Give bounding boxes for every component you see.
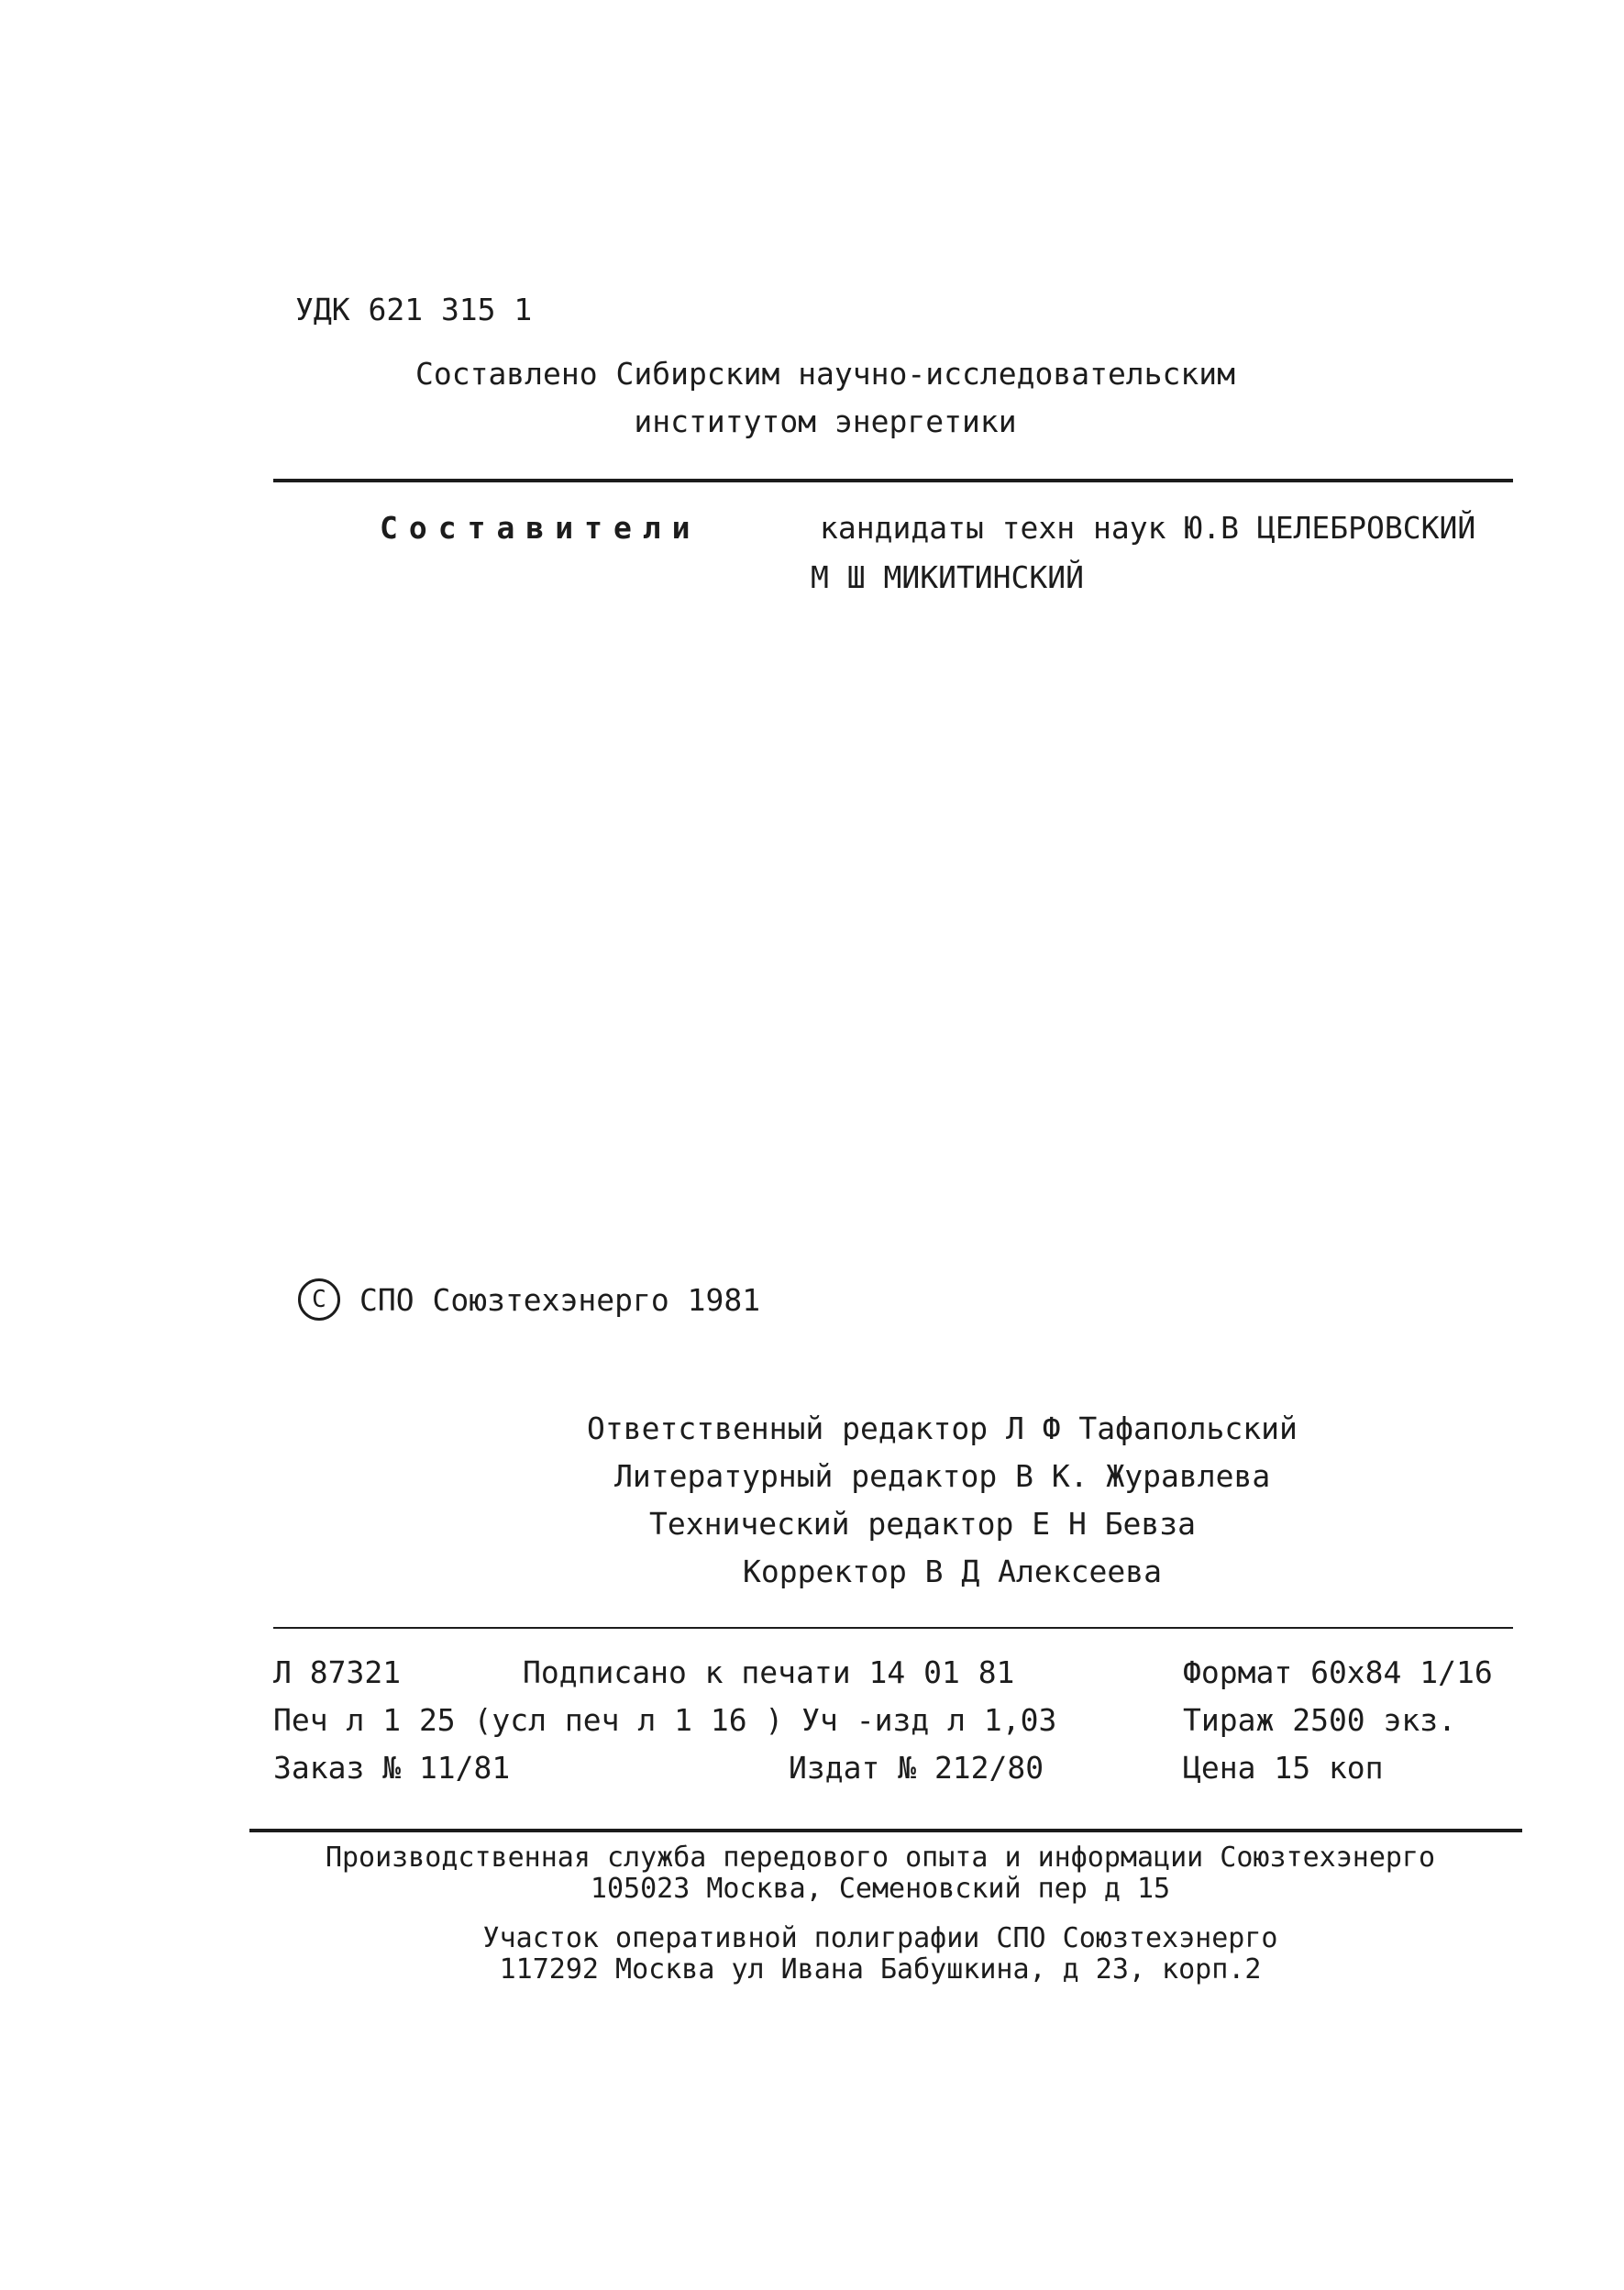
editor-technical: Технический редактор Е Н Бевза — [649, 1506, 1197, 1542]
udk-code: УДК 621 315 1 — [295, 292, 533, 327]
compilers-line1: кандидаты техн наук Ю.В ЦЕЛЕБРОВСКИЙ — [820, 510, 1476, 546]
compilers-label: Составители — [380, 510, 702, 546]
imprint-price: Цена 15 коп — [1183, 1750, 1384, 1786]
copyright-text: СПО Союзтехэнерго 1981 — [359, 1282, 761, 1318]
publisher-line4: 117292 Москва ул Ивана Бабушкина, д 23, корп.2 — [499, 1953, 1262, 1986]
compiled-by-line1: Составлено Сибирским научно-исследовательским — [414, 356, 1236, 392]
imprint-sheets: Печ л 1 25 (усл печ л 1 16 ) Уч -изд л 1,03 — [273, 1702, 1057, 1738]
editor-proofreader: Корректор В Д Алексеева — [743, 1554, 1162, 1589]
imprint-top-rule — [273, 1627, 1513, 1629]
compiled-by-line2: институтом энергетики — [634, 404, 1017, 439]
publisher-line3: Участок оперативной полиграфии СПО Союзтехэнерго — [482, 1922, 1278, 1954]
top-rule — [273, 479, 1513, 482]
imprint-code: Л 87321 — [273, 1654, 402, 1690]
imprint-signed: Подписано к печати 14 01 81 — [523, 1654, 1015, 1690]
compilers-line2: М Ш МИКИТИНСКИЙ — [811, 559, 1085, 595]
publisher-line2: 105023 Москва, Семеновский пер д 15 — [590, 1873, 1171, 1905]
imprint-pub: Издат № 212/80 — [789, 1750, 1044, 1786]
editor-literary: Литературный редактор В К. Журавлева — [614, 1458, 1271, 1494]
imprint-run: Тираж 2500 экз. — [1183, 1702, 1457, 1738]
copyright-icon: C — [298, 1278, 340, 1321]
imprint-format: Формат 60х84 1/16 — [1183, 1654, 1493, 1690]
editor-responsible: Ответственный редактор Л Ф Тафапольский — [587, 1411, 1298, 1446]
publisher-top-rule — [249, 1829, 1522, 1832]
imprint-order: Заказ № 11/81 — [273, 1750, 511, 1786]
publisher-line1: Производственная служба передового опыта и информации Союзтехэнерго — [325, 1842, 1436, 1874]
